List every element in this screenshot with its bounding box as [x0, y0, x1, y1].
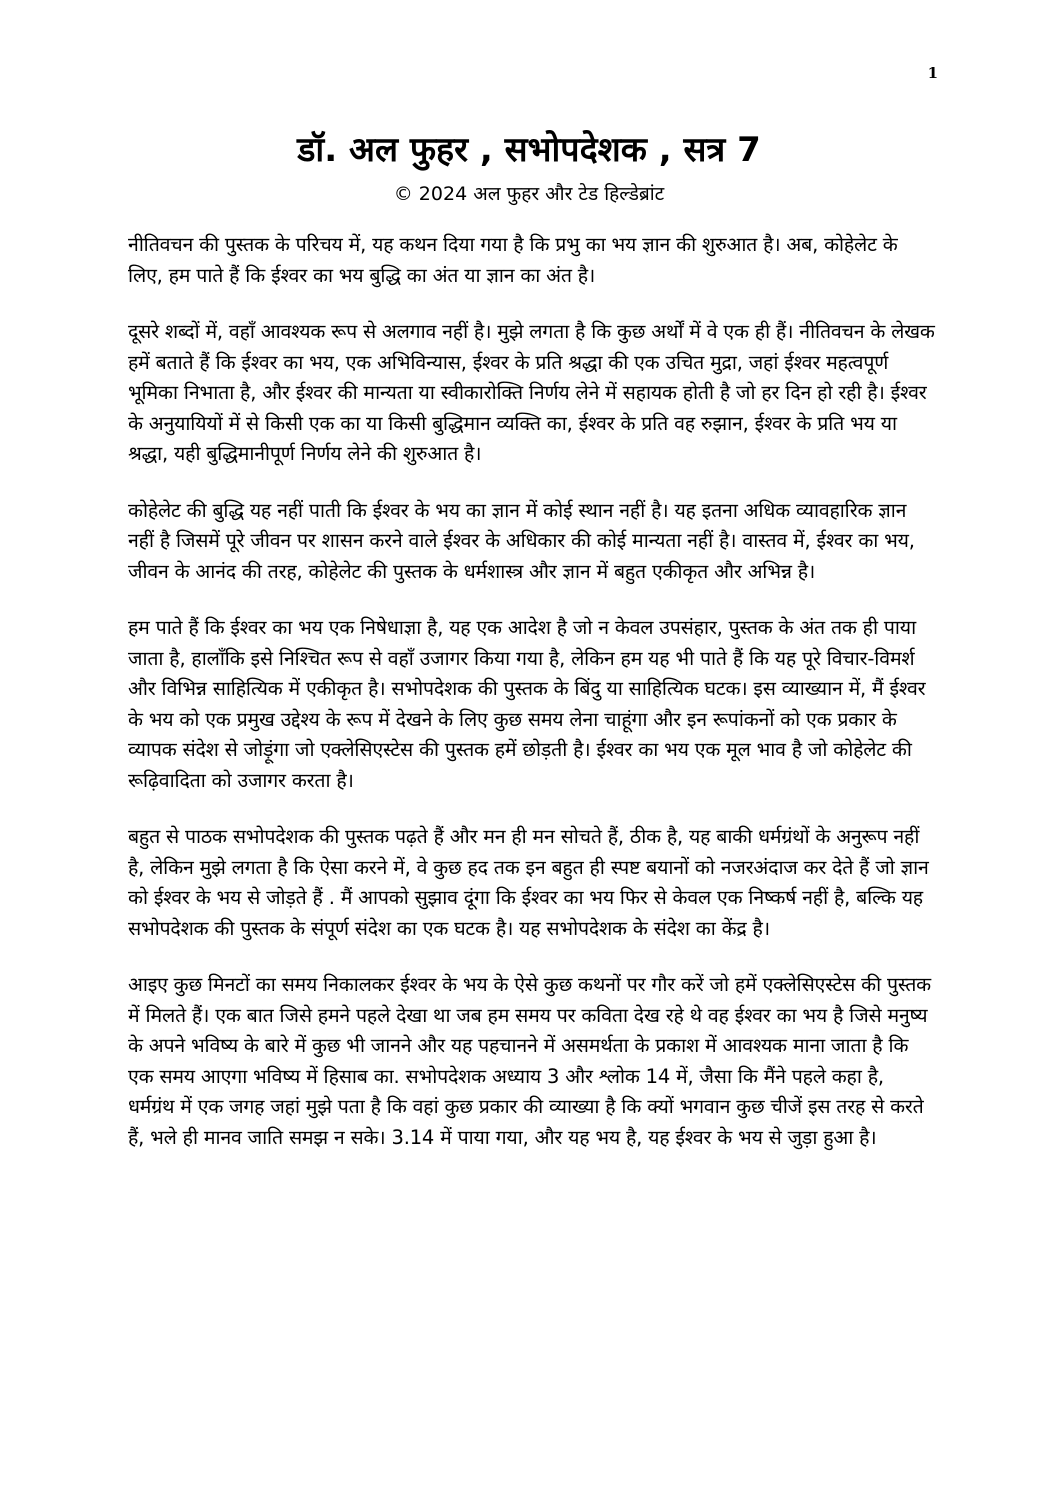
copyright-line: © 2024 अल फुहर और टेड हिल्डेब्रांट	[393, 183, 665, 205]
paragraph-6: आइए कुछ मिनटों का समय निकालकर ईश्वर के भय के ऐसे कुछ कथनों पर गौर करें जो हमें एक्लेसिएस्टेस की पुस्तक में मिलते हैं। एक बात जिसे हमने पहले देखा था जब हम समय पर कविता देख रहे थे वह ईश्वर का भय है जिसे मनुष्य के अपने भविष्य के बारे में कुछ भी जानने और यह पहचानने में असमर्थता के प्रकाश में आवश्यक माना जाता है कि एक समय आएगा भविष्य में हिसाब का. सभोपदेशक अध्याय 3 और श्लोक 14 में, जैसा कि मैंने पहले कहा है, धर्मग्रंथ में एक जगह जहां मुझे पता है कि वहां कुछ प्रकार की व्याख्या है कि क्यों भगवान कुछ चीजें इस तरह से करते हैं, भले ही मानव जाति समझ न सके। 3.14 में पाया गया, और यह भय है, यह ईश्वर के भय से जुड़ा हुआ है।	[128, 973, 931, 1149]
document-title: डॉ. अल फुहर , सभोपदेशक , सत्र 7	[297, 130, 761, 170]
paragraph-3: कोहेलेट की बुद्धि यह नहीं पाती कि ईश्वर के भय का ज्ञान में कोई स्थान नहीं है। यह इतना अधिक व्यावहारिक ज्ञान नहीं है जिसमें पूरे जीवन पर शासन करने वाले ईश्वर के अधिकार की कोई मान्यता नहीं है। वास्तव में, ईश्वर का भय, जीवन के आनंद की तरह, कोहेलेट की पुस्तक के धर्मशास्त्र और ज्ञान में बहुत एकीकृत और अभिन्न है।	[128, 498, 915, 583]
document-body	[128, 230, 936, 1179]
paragraph-4: हम पाते हैं कि ईश्वर का भय एक निषेधाज्ञा है, यह एक आदेश है जो न केवल उपसंहार, पुस्तक के अंत तक ही पाया जाता है, हालाँकि इसे निश्चित रूप से वहाँ उजागर किया गया है, लेकिन हम यह भी पाते हैं कि यह पूरे विचार-विमर्श और विभिन्न साहित्यिक में एकीकृत है। सभोपदेशक की पुस्तक के बिंदु या साहित्यिक घटक। इस व्याख्यान में, मैं ईश्वर के भय को एक प्रमुख उद्देश्य के रूप में देखने के लिए कुछ समय लेना चाहूंगा और इन रूपांकनों को एक प्रकार के व्यापक संदेश से जोड़ूंगा जो एक्लेसिएस्टेस की पुस्तक हमें छोड़ती है। ईश्वर का भय एक मूल भाव है जो कोहेलेट की रूढ़िवादिता को उजागर करता है।	[128, 616, 926, 792]
paragraph-5: बहुत से पाठक सभोपदेशक की पुस्तक पढ़ते हैं और मन ही मन सोचते हैं, ठीक है, यह बाकी धर्मग्रंथों के अनुरूप नहीं है, लेकिन मुझे लगता है कि ऐसा करने में, वे कुछ हद तक इन बहुत ही स्पष्ट बयानों को नजरअंदाज कर देते हैं जो ज्ञान को ईश्वर के भय से जोड़ते हैं . मैं आपको सुझाव दूंगा कि ईश्वर का भय फिर से केवल एक निष्कर्ष नहीं है, बल्कि यह सभोपदेशक की पुस्तक के संपूर्ण संदेश का एक घटक है। यह सभोपदेशक के संदेश का केंद्र है।	[128, 825, 929, 940]
page-number: 1	[927, 64, 938, 82]
paragraph-1: नीतिवचन की पुस्तक के परिचय में, यह कथन दिया गया है कि प्रभु का भय ज्ञान की शुरुआत है। अब, कोहेलेट के लिए, हम पाते हैं कि ईश्वर का भय बुद्धि का अंत या ज्ञान का अंत है।	[128, 233, 898, 287]
paragraph-2: दूसरे शब्दों में, वहाँ आवश्यक रूप से अलगाव नहीं है। मुझे लगता है कि कुछ अर्थों में वे एक ही हैं। नीतिवचन के लेखक हमें बताते हैं कि ईश्वर का भय, एक अभिविन्यास, ईश्वर के प्रति श्रद्धा की एक उचित मुद्रा, जहां ईश्वर महत्वपूर्ण भूमिका निभाता है, और ईश्वर की मान्यता या स्वीकारोक्ति निर्णय लेने में सहायक होती है जो हर दिन हो रही है। ईश्वर के अनुयायियों में से किसी एक का या किसी बुद्धिमान व्यक्ति का, ईश्वर के प्रति वह रुझान, ईश्वर के प्रति भय या श्रद्धा, यही बुद्धिमानीपूर्ण निर्णय लेने की शुरुआत है।	[128, 320, 935, 465]
